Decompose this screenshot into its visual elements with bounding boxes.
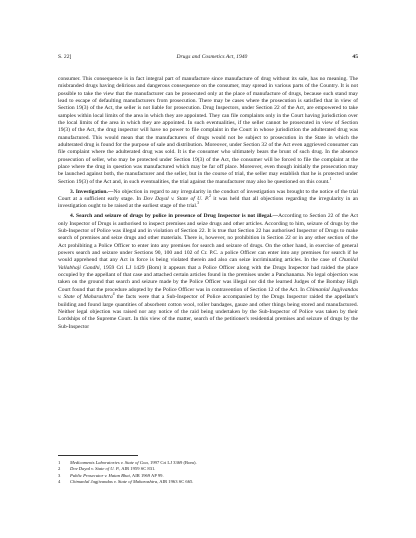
footnote-ref: 2: [209, 194, 211, 199]
running-header: [58, 54, 358, 66]
footnote-divider: [58, 455, 138, 456]
case-name: Chimanlal Jagjivandas v. State of Maharashtra: [58, 286, 358, 301]
paragraph-consumer: consumer. This consequence is in fact integral part of manufacture since manufacture of drug without its sale, has no meaning. The misbranded drugs having delirious and dangerous consequence on the consumer, may spread in various parts of the Country. It is not possible to take the view that the manufacturer can be prosecuted only at the place of manufacture of drugs, because such stand may lead to escape of defaulting manufacturers from prosecution. There may be cases where the prosecution is satisfied that in view of Section 19(3) of the Act, the seller is not liable for prosecution. Drug Inspectors, under Section 22 of the Act, are empowered to take samples within local limits of the area in which they are appointed. They can file complaints only in the Court having jurisdiction over the local limits of the area in which they are appointed. In such eventualities, if the seller cannot be prosecuted in view of Section 19(3) of the Act, the drug inspector will have no power to file complaint in the Court in whose jurisdiction the adulterated drug was manufactured. This would mean that the manufacturers of drugs would not be subject to prosecution in the State in which the adulterated drug is found for the purpose of sale and distribution. Moreover, under Section 32 of the Act even aggrieved consumer can file complaint where the adulterated drug was sold. It is the consumer who ultimately bears the brunt of such drug. In the absence prosecution of seller, who may be protected under Section 19(3) of the Act, the consumer will be forced to file the complaint at the place where the drug in question was manufactured which may be far off place. Moreover, even though initially the prosecution may be launched against both, the manufacturer and the seller, but in the course of trial, the seller may establish that he is protected under Section 19(3) of the Act and, in such eventualities, the trial against the manufacturer may also be questioned on this count.$^1$: [58, 76, 358, 185]
paragraph-search-seizure: 4. Search and seizure of drugs by police in presence of Drug Inspector is not illegal.—According to Section 22 of the Act only Inspector of Drugs is authorised to inspect premises and seize drugs and other articles. According to him, seizure of drugs by the Sub-Inspector of Police was illegal and in violation of Section 22. It is true that Section 22 has authorised Inspector of Drugs to make search of premises and seize drugs and other materials. There is, however, no prohibition in Section 22 or in any other section of the Act prohibiting a Police Officer to enter into any premises for search and seizure of drugs. On the other hand, in exercise of general powers search and seizure under Sections 90, 100 and 102 of Cr. P.C. a police Officer can enter into any premises for search if he would apprehend that any Act in force is being violated therein and also can seize incriminating articles. In the case of Chunilal Vallabhaji Gandhi, 1959 Cri LJ 1429 (Bom) it appears that a Police Officer along with the Drugs Inspector had raided the place occupied by the appellant of that case and attached certain articles found in the premises under a Panchanama. No legal objection was taken on the ground that search and seizure made by the Police Officer was illegal nor did the learned Judges of the Bombay High Court found that the procedure adopted by the Police Officer was in contravention of Section 12 of the Act. In Chimanlal Jagjivandas v. State of Maharashtra$^4$ the facts were that a Sub-Inspector of Police accompanied by the Drugs Inspector raided the appellant's building and found large quantities of absorbent cotton wool, roller bandages, gauze and other things being stored and manufactured. Neither legal objection was raised nor any notice of the raid being undertaken by the Sub-Inspector of Police was taken by their Lordships of the Supreme Court. In this view of the matter, search of the petitioner's residential premises and seizure of drugs by the Sub-Inspector: [58, 213, 359, 330]
paragraph-number: 4.: [70, 213, 75, 220]
running-title: Drugs and Cosmetics Act, 1940: [176, 54, 248, 60]
footnote: 3 Public Prosecutor v. Hatan Bhai, AIR 1969 AP 99.: [58, 472, 164, 478]
paragraph-heading: Investigation.: [75, 188, 108, 195]
section-reference: S. 22]: [58, 54, 72, 60]
paragraph-investigation: 3. Investigation.—No objection in regard to any irregularity in the conduct of investigation was brought to the notice of the trial Court at a sufficient early stage. In Dov Dayal v. State of U. P.$^2$ it was held that all objections regarding the irregularity in an investigation ought to be raised at the earliest stage of the trial.$^3$: [58, 188, 358, 210]
footnote: 4 Chimanlal Jagjivandas v. State of Maharashtra, AIR 1963 SC 665.: [58, 478, 194, 484]
body-text: [58, 76, 358, 333]
case-name: Chunilal Vallabhaji Gandhi: [58, 257, 359, 271]
footnote: 2 Dov Dayal v. State of U. P., AIR 1959 SC 831.: [58, 466, 156, 472]
footnotes: [58, 460, 358, 485]
page-number: 45: [352, 54, 358, 60]
paragraph-number: 3.: [70, 188, 75, 195]
paragraph-heading: Search and seizure of drugs by police in presence of Drug Inspector is not illegal.: [76, 213, 273, 220]
footnote: 1 Medicaments Laboratories v. State of Goa, 1997 Cri LJ 3369 (Bom).: [58, 460, 197, 465]
footnote-ref: 3: [197, 201, 200, 206]
case-name: Dov Dayal v. State of U. P.: [143, 196, 210, 203]
footnote-ref: 4: [112, 292, 115, 297]
footnote-ref: 1: [329, 176, 332, 181]
